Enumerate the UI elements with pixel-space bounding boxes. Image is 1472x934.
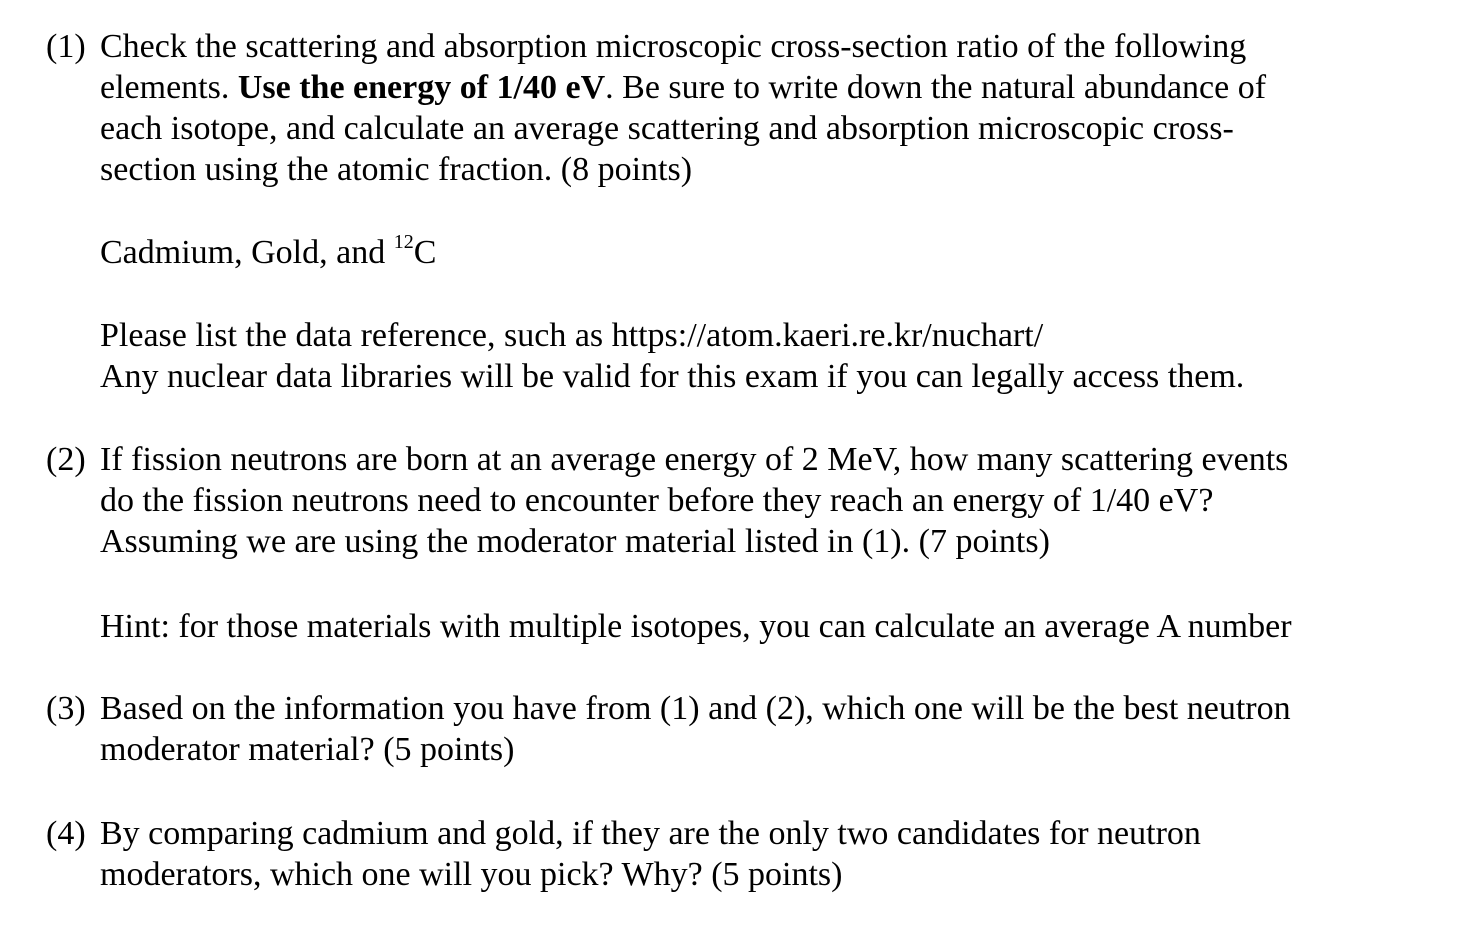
question-1-line-2 <box>100 67 1266 108</box>
question-3-line-2: moderator material? (5 points) <box>100 731 515 768</box>
elements-text: Cadmium, Gold, and <box>100 234 394 271</box>
question-4-line-2: moderators, which one will you pick? Why? (5 points) <box>100 856 843 893</box>
question-2-line-1: If fission neutrons are born at an average energy of 2 MeV, how many scattering events <box>100 441 1289 478</box>
question-1-line-1: Check the scattering and absorption microscopic cross-section ratio of the following <box>100 28 1247 65</box>
question-2-line-2: do the fission neutrons need to encounter before they reach an energy of 1/40 eV? <box>100 482 1214 519</box>
data-reference-note <box>100 315 1244 397</box>
question-3-line-1: Based on the information you have from (1) and (2), which one will be the best neutron <box>100 690 1291 727</box>
question-1-line-3: each isotope, and calculate an average scattering and absorption microscopic cross- <box>100 110 1234 147</box>
energy-emphasis: Use the energy of 1/40 eV <box>237 69 606 106</box>
question-4-text <box>100 813 1201 895</box>
question-1-text <box>100 26 1266 190</box>
reference-line-2: Any nuclear data libraries will be valid for this exam if you can legally access them. <box>100 358 1245 395</box>
question-3-number: (3) <box>46 690 86 727</box>
question-2-hint: Hint: for those materials with multiple isotopes, you can calculate an average A number <box>100 608 1292 645</box>
question-4-line-1: By comparing cadmium and gold, if they are the only two candidates for neutron <box>100 815 1201 852</box>
reference-line-1: Please list the data reference, such as https://atom.kaeri.re.kr/nuchart/ <box>100 317 1044 354</box>
carbon-mass-number: 12 <box>393 231 414 253</box>
question-4-number: (4) <box>46 815 86 852</box>
question-2-number: (2) <box>46 441 86 478</box>
question-2-line-3: Assuming we are using the moderator material listed in (1). (7 points) <box>100 523 1050 560</box>
question-1-number: (1) <box>46 28 86 65</box>
carbon-symbol: C <box>413 234 437 271</box>
question-1-line-2-end: . Be sure to write down the natural abundance of <box>605 69 1267 106</box>
question-2-text <box>100 439 1288 562</box>
elements-list <box>100 232 436 273</box>
question-1-line-2-start: elements. <box>100 69 238 106</box>
question-1-line-4: section using the atomic fraction. (8 points) <box>100 151 693 188</box>
question-3-text <box>100 688 1291 770</box>
